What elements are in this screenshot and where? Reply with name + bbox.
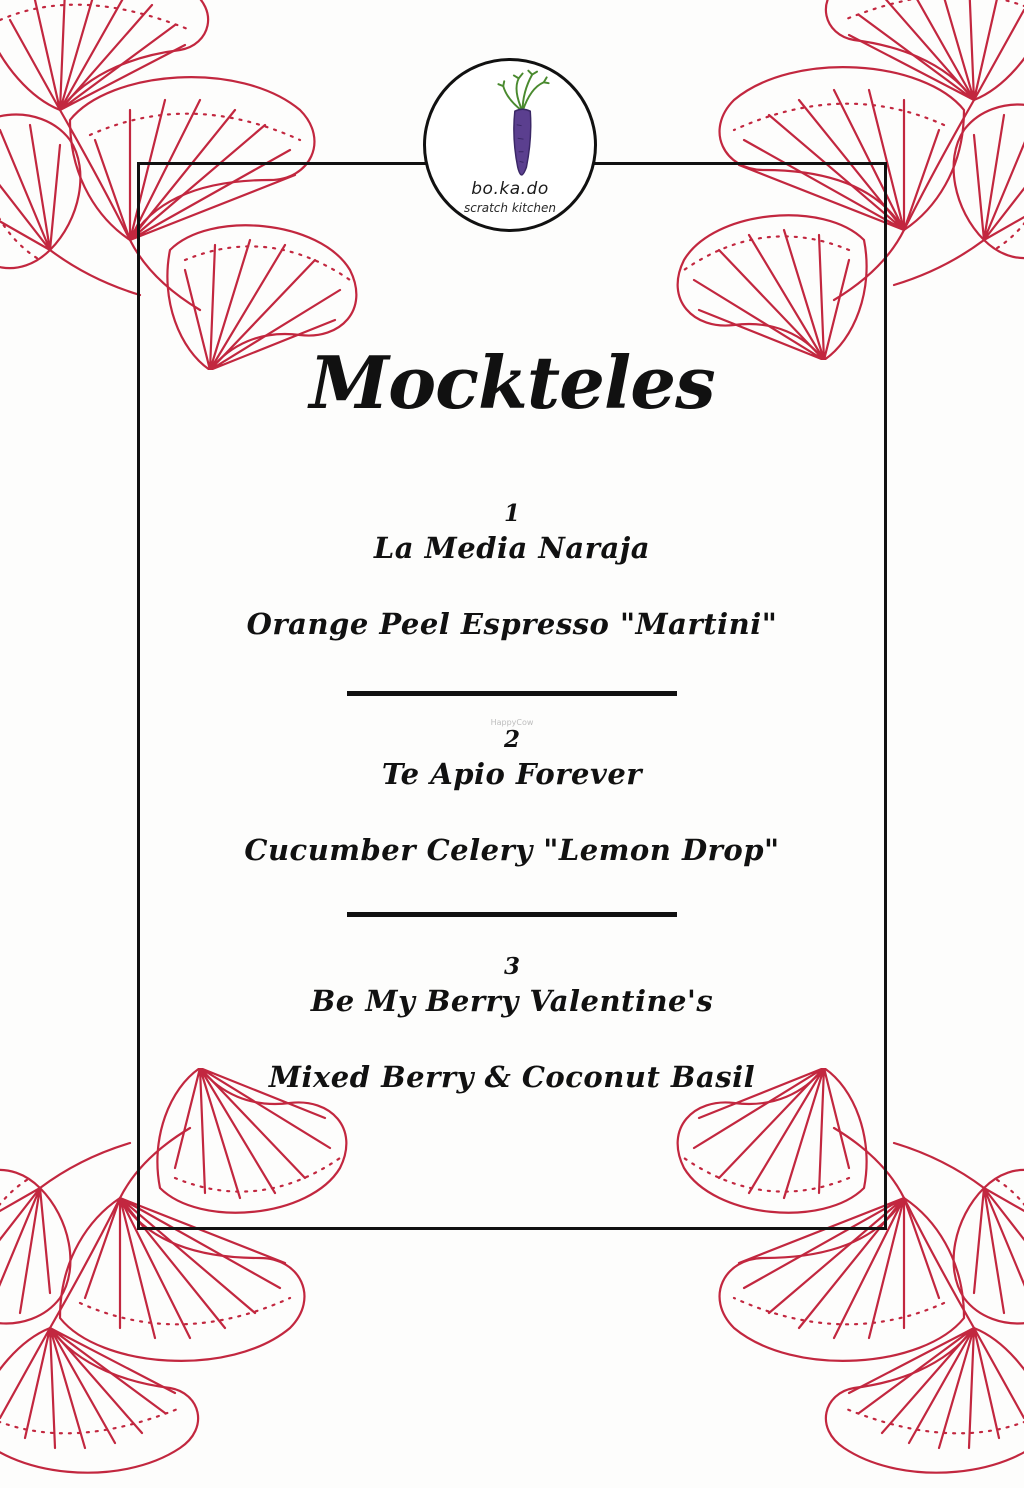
logo-subtitle-text: scratch kitchen [463,201,557,215]
menu-item-number: 2 [503,726,520,753]
menu-item-name: Te Apio Forever [381,757,643,791]
menu-item-number: 3 [503,953,520,980]
menu-item-number: 1 [503,500,520,527]
divider [347,691,677,696]
page-title: Mockteles [309,340,715,425]
divider [347,912,677,917]
menu-item-name: Be My Berry Valentine's [310,984,714,1018]
menu-item [137,500,887,644]
logo-brand-text: bo.ka.do [471,179,549,199]
logo [423,58,597,232]
menu-item-description: Orange Peel Espresso "Martini" [246,607,778,641]
watermark-text: HappyCow [490,718,534,727]
menu-item-description: Mixed Berry & Coconut Basil [268,1060,756,1094]
menu-item-name: La Media Naraja [373,531,651,565]
menu-item [137,953,887,1097]
menu-item [137,726,887,870]
menu-item-description: Cucumber Celery "Lemon Drop" [244,833,780,867]
